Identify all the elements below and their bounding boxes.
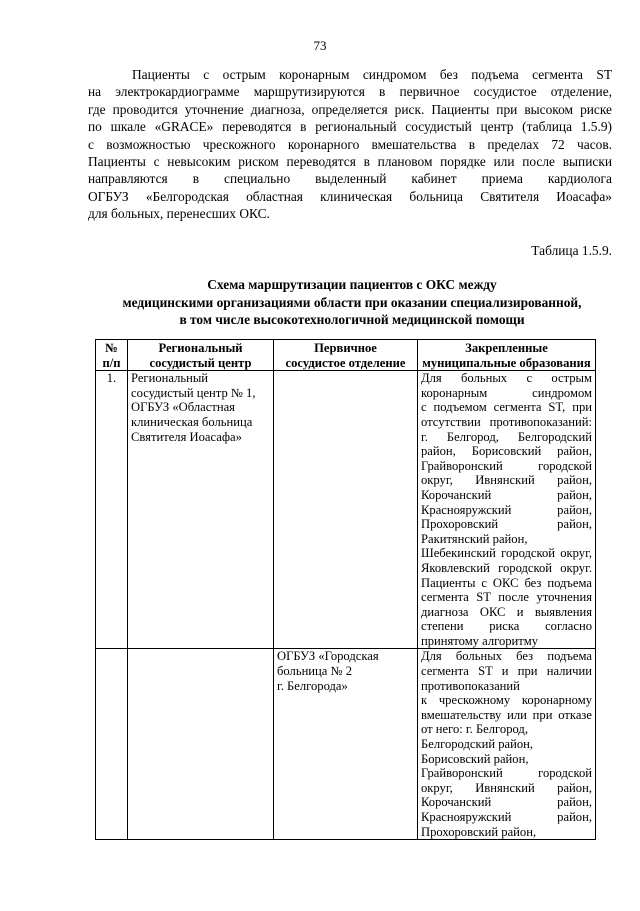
territories-cell: Для больных с острым коронарным синдромом с подъемом сегмента ST, при отсутствии противопоказаний: г. Белгород, Белгородский район, Борисовский район, Грайворонский городской округ, Ивнянский район, Корочанский район, Краснояружский район, Прохоровский район, Ракитянский район, Шебекинский городской округ, Яковлевский городской округ. Пациенты с ОКС без подъема сегмента ST после уточнения диагноза ОКС и выявления степени риска согласно принятому алгоритму xyxy=(418,371,596,649)
intro-paragraph xyxy=(88,66,612,223)
header-territories: Закрепленные муниципальные образования xyxy=(418,340,596,371)
row-number xyxy=(96,649,128,840)
regional-center-cell: Региональный сосудистый центр № 1, ОГБУЗ «Областная клиническая больница Святителя Иоасафа» xyxy=(128,371,274,649)
territories-cell: Для больных без подъема сегмента ST и при наличии противопоказаний к чрескожному коронарному вмешательству или при отказе от него: г. Белгород, Белгородский район, Борисовский район, Грайворонский городской округ, Ивнянский район, Корочанский район, Краснояружский район, Прохоровский район, xyxy=(418,649,596,840)
routing-table xyxy=(95,339,596,840)
table-title-line: Схема маршрутизации пациентов с ОКС между xyxy=(207,277,497,292)
table-title xyxy=(88,276,616,329)
table-row xyxy=(96,649,596,840)
primary-department-cell xyxy=(274,371,418,649)
regional-center-cell xyxy=(128,649,274,840)
intro-line: где проводится уточнение диагноза, определяется риск. Пациенты при высоком риске xyxy=(88,101,612,117)
table-row xyxy=(96,371,596,649)
primary-department-cell: ОГБУЗ «Городская больница № 2 г. Белгорода» xyxy=(274,649,418,840)
intro-line: на электрокардиограмме маршрутизируются в первичное сосудистое отделение, xyxy=(88,84,612,100)
table-title-line: в том числе высокотехнологичной медицинской помощи xyxy=(179,312,525,327)
table-title-line: медицинскими организациями области при оказании специализированной, xyxy=(122,294,582,310)
page-number: 73 xyxy=(313,38,327,53)
intro-line: по шкале «GRACE» переводятся в региональный сосудистый центр (таблица 1.5.9) xyxy=(88,119,612,135)
intro-line: ОГБУЗ «Белгородская областная клиническая больница Святителя Иоасафа» xyxy=(88,188,612,204)
intro-line: Пациенты с невысоким риском переводятся в плановом порядке или после выписки xyxy=(88,154,612,170)
table-label: Таблица 1.5.9. xyxy=(531,243,612,258)
header-num: № п/п xyxy=(96,340,128,371)
intro-line: Пациенты с острым коронарным синдромом без подъема сегмента ST xyxy=(132,67,612,82)
intro-line: с возможностью чрескожного коронарного вмешательства в пределах 72 часов. xyxy=(88,136,612,152)
table-header-row xyxy=(96,340,596,371)
intro-line: направляются в специально выделенный кабинет приема кардиолога xyxy=(88,171,612,187)
row-number: 1. xyxy=(96,371,128,649)
header-primary-department: Первичное сосудистое отделение xyxy=(274,340,418,371)
intro-line: для больных, перенесших ОКС. xyxy=(88,206,270,222)
header-regional-center: Региональный сосудистый центр xyxy=(128,340,274,371)
